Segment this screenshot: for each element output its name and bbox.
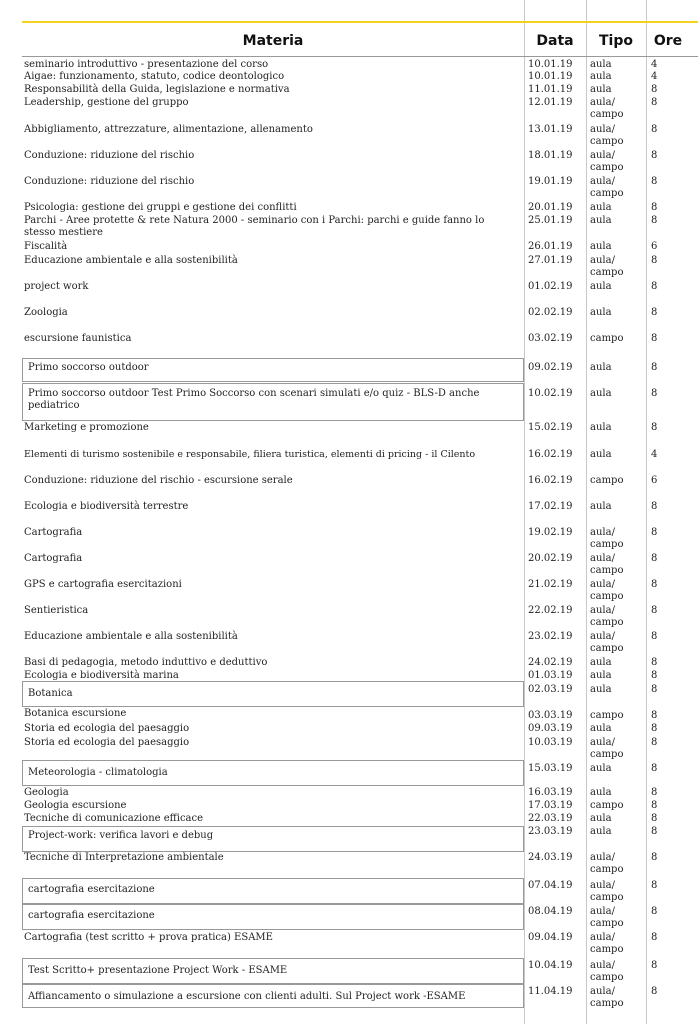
cell-data: 08.04.19 (528, 906, 573, 917)
cell-data: 27.01.19 (528, 255, 573, 266)
cell-tipo: aula (590, 657, 612, 668)
cell-materia: Basi di pedagogia, metodo induttivo e deduttivo (24, 657, 268, 668)
cell-ore: 8 (651, 333, 658, 344)
cell-ore: 8 (651, 422, 658, 433)
cell-ore: 8 (651, 657, 658, 668)
cell-data: 17.02.19 (528, 501, 573, 512)
cell-tipo: campo (590, 710, 624, 721)
cell-materia: Storia ed ecologia del paesaggio (24, 737, 190, 748)
cell-ore: 4 (651, 449, 658, 460)
cell-materia: Primo soccorso outdoor Test Primo Soccorso con scenari simulati e/o quiz - BLS-D anche pediatrico (28, 388, 480, 411)
cell-tipo: aula (590, 388, 612, 399)
header-tipo: Tipo (599, 33, 633, 49)
cell-materia: Marketing e promozione (24, 422, 149, 433)
cell-tipo: aula/ campo (590, 553, 624, 576)
cell-materia: Affiancamento o simulazione a escursione con clienti adulti. Sul Project work -ESAME (28, 991, 466, 1002)
cell-data: 17.03.19 (528, 800, 573, 811)
cell-ore: 8 (651, 97, 658, 108)
cell-data: 03.02.19 (528, 333, 573, 344)
cell-materia: Primo soccorso outdoor (28, 362, 149, 373)
cell-data: 18.01.19 (528, 150, 573, 161)
cell-ore: 8 (651, 684, 658, 695)
cell-materia: seminario introduttivo - presentazione del corso (24, 59, 269, 70)
cell-materia: Fiscalità (24, 241, 68, 252)
cell-ore: 8 (651, 605, 658, 616)
cell-data: 07.04.19 (528, 880, 573, 891)
cell-ore: 8 (651, 670, 658, 681)
cell-data: 23.03.19 (528, 826, 573, 837)
cell-materia: Abbigliamento, attrezzature, alimentazione, allenamento (24, 124, 313, 135)
cell-ore: 8 (651, 124, 658, 135)
cell-materia: Aigae: funzionamento, statuto, codice deontologico (24, 71, 285, 82)
cell-materia: escursione faunistica (24, 333, 132, 344)
cell-tipo: campo (590, 475, 624, 486)
cell-tipo: campo (590, 800, 624, 811)
cell-data: 02.03.19 (528, 684, 573, 695)
cell-data: 10.04.19 (528, 960, 573, 971)
cell-ore: 8 (651, 960, 658, 971)
cell-data: 16.02.19 (528, 449, 573, 460)
cell-data: 09.03.19 (528, 723, 573, 734)
cell-materia: Geologia escursione (24, 800, 127, 811)
cell-tipo: aula (590, 215, 612, 226)
cell-data: 01.02.19 (528, 281, 573, 292)
cell-ore: 8 (651, 579, 658, 590)
header-top-rule (22, 21, 698, 23)
cell-ore: 8 (651, 281, 658, 292)
cell-data: 19.01.19 (528, 176, 573, 187)
cell-tipo: aula/ campo (590, 176, 624, 199)
cell-ore: 8 (651, 362, 658, 373)
cell-ore: 8 (651, 723, 658, 734)
cell-data: 23.02.19 (528, 631, 573, 642)
cell-data: 01.03.19 (528, 670, 573, 681)
column-divider (646, 0, 647, 1024)
cell-ore: 8 (651, 813, 658, 824)
cell-tipo: aula/ campo (590, 124, 624, 147)
header-data: Data (536, 33, 574, 49)
cell-tipo: aula (590, 202, 612, 213)
cell-data: 09.04.19 (528, 932, 573, 943)
cell-materia: Leadership, gestione del gruppo (24, 97, 189, 108)
cell-materia: Psicologia: gestione dei gruppi e gestione dei conflitti (24, 202, 297, 213)
cell-ore: 8 (651, 202, 658, 213)
cell-ore: 8 (651, 710, 658, 721)
cell-data: 26.01.19 (528, 241, 573, 252)
cell-tipo: aula (590, 763, 612, 774)
cell-materia: Conduzione: riduzione del rischio - escursione serale (24, 475, 293, 486)
cell-materia: Educazione ambientale e alla sostenibilità (24, 631, 238, 642)
cell-ore: 8 (651, 906, 658, 917)
cell-data: 10.01.19 (528, 71, 573, 82)
cell-tipo: campo (590, 333, 624, 344)
cell-materia: Sentieristica (24, 605, 89, 616)
cell-tipo: aula/ campo (590, 631, 624, 654)
cell-data: 20.01.19 (528, 202, 573, 213)
cell-tipo: aula (590, 670, 612, 681)
cell-data: 20.02.19 (528, 553, 573, 564)
cell-materia: Cartografia (test scritto + prova pratica) ESAME (24, 932, 273, 943)
cell-data: 16.03.19 (528, 787, 573, 798)
cell-tipo: aula (590, 501, 612, 512)
cell-data: 15.03.19 (528, 763, 573, 774)
cell-data: 13.01.19 (528, 124, 573, 135)
cell-tipo: aula/ campo (590, 605, 624, 628)
cell-ore: 8 (651, 800, 658, 811)
cell-ore: 8 (651, 176, 658, 187)
cell-ore: 8 (651, 880, 658, 891)
cell-data: 25.01.19 (528, 215, 573, 226)
header-materia: Materia (242, 33, 304, 49)
cell-ore: 8 (651, 826, 658, 837)
cell-materia: Conduzione: riduzione del rischio (24, 176, 195, 187)
cell-ore: 8 (651, 215, 658, 226)
cell-data: 24.03.19 (528, 852, 573, 863)
cell-data: 24.02.19 (528, 657, 573, 668)
cell-ore: 4 (651, 59, 658, 70)
cell-materia: cartografia esercitazione (28, 884, 155, 895)
cell-materia: Parchi - Aree protette & rete Natura 2000 - seminario con i Parchi: parchi e guide fanno lo stesso mestiere (24, 215, 485, 238)
cell-data: 10.01.19 (528, 59, 573, 70)
cell-ore: 8 (651, 84, 658, 95)
column-divider (524, 0, 525, 1024)
cell-ore: 8 (651, 307, 658, 318)
cell-materia: Cartografia (24, 527, 83, 538)
cell-tipo: aula (590, 826, 612, 837)
cell-materia: Test Scritto+ presentazione Project Work - ESAME (28, 965, 288, 976)
cell-materia: cartografia esercitazione (28, 910, 155, 921)
cell-ore: 4 (651, 71, 658, 82)
cell-tipo: aula (590, 59, 612, 70)
cell-materia: GPS e cartografia esercitazioni (24, 579, 182, 590)
cell-ore: 8 (651, 986, 658, 997)
cell-materia: Botanica escursione (24, 708, 127, 719)
cell-ore: 8 (651, 787, 658, 798)
cell-data: 21.02.19 (528, 579, 573, 590)
cell-materia: Zoologia (24, 307, 68, 318)
cell-materia: Meteorologia - climatologia (28, 767, 168, 778)
cell-tipo: aula (590, 362, 612, 373)
cell-ore: 8 (651, 932, 658, 943)
cell-materia: Ecologia e biodiversità marina (24, 670, 179, 681)
cell-data: 10.03.19 (528, 737, 573, 748)
cell-data: 22.03.19 (528, 813, 573, 824)
cell-ore: 8 (651, 501, 658, 512)
cell-tipo: aula (590, 449, 612, 460)
cell-tipo: aula/ campo (590, 880, 624, 903)
cell-ore: 8 (651, 631, 658, 642)
cell-materia: Tecniche di Interpretazione ambientale (24, 852, 224, 863)
cell-tipo: aula/ campo (590, 527, 624, 550)
cell-materia: project work (24, 281, 89, 292)
cell-tipo: aula/ campo (590, 255, 624, 278)
cell-data: 11.01.19 (528, 84, 573, 95)
cell-tipo: aula/ campo (590, 852, 624, 875)
cell-data: 11.04.19 (528, 986, 573, 997)
cell-ore: 8 (651, 763, 658, 774)
cell-materia: Educazione ambientale e alla sostenibilità (24, 255, 238, 266)
cell-materia: Cartografia (24, 553, 83, 564)
header-ore: Ore (653, 33, 683, 49)
cell-data: 19.02.19 (528, 527, 573, 538)
cell-tipo: aula (590, 787, 612, 798)
cell-data: 02.02.19 (528, 307, 573, 318)
cell-data: 12.01.19 (528, 97, 573, 108)
column-divider (586, 0, 587, 1024)
cell-ore: 8 (651, 150, 658, 161)
cell-ore: 6 (651, 475, 658, 486)
cell-tipo: aula/ campo (590, 960, 624, 983)
cell-materia: Project-work: verifica lavori e debug (28, 830, 214, 841)
cell-tipo: aula/ campo (590, 97, 624, 120)
cell-data: 15.02.19 (528, 422, 573, 433)
cell-data: 03.03.19 (528, 710, 573, 721)
cell-ore: 6 (651, 241, 658, 252)
cell-tipo: aula/ campo (590, 906, 624, 929)
cell-tipo: aula (590, 684, 612, 695)
cell-ore: 8 (651, 527, 658, 538)
cell-materia: Elementi di turismo sostenibile e responsabile, filiera turistica, elementi di pricing - il Cilento (24, 449, 476, 460)
cell-materia: Ecologia e biodiversità terrestre (24, 501, 189, 512)
cell-tipo: aula (590, 723, 612, 734)
cell-ore: 8 (651, 255, 658, 266)
cell-data: 22.02.19 (528, 605, 573, 616)
cell-data: 16.02.19 (528, 475, 573, 486)
cell-tipo: aula/ campo (590, 986, 624, 1009)
cell-ore: 8 (651, 852, 658, 863)
cell-materia: Tecniche di comunicazione efficace (24, 813, 204, 824)
cell-tipo: aula (590, 307, 612, 318)
cell-tipo: aula/ campo (590, 150, 624, 173)
cell-tipo: aula/ campo (590, 737, 624, 760)
cell-tipo: aula (590, 813, 612, 824)
header-bottom-rule (22, 56, 698, 57)
cell-ore: 8 (651, 737, 658, 748)
cell-tipo: aula/ campo (590, 932, 624, 955)
cell-data: 10.02.19 (528, 388, 573, 399)
cell-tipo: aula (590, 241, 612, 252)
cell-materia: Botanica (28, 688, 73, 699)
cell-tipo: aula (590, 281, 612, 292)
cell-tipo: aula (590, 422, 612, 433)
cell-ore: 8 (651, 553, 658, 564)
cell-tipo: aula (590, 84, 612, 95)
cell-materia: Geologia (24, 787, 69, 798)
cell-data: 09.02.19 (528, 362, 573, 373)
cell-materia: Conduzione: riduzione del rischio (24, 150, 195, 161)
cell-ore: 8 (651, 388, 658, 399)
cell-tipo: aula/ campo (590, 579, 624, 602)
cell-materia: Storia ed ecologia del paesaggio (24, 723, 190, 734)
cell-materia: Responsabilità della Guida, legislazione e normativa (24, 84, 290, 95)
cell-tipo: aula (590, 71, 612, 82)
